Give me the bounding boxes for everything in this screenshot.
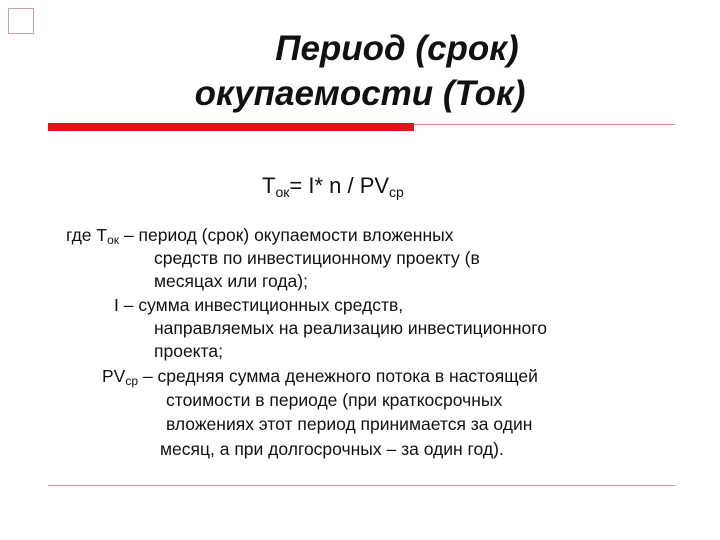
def-i-line-3: проекта; [154,341,223,361]
def-tok-dash: – [123,225,134,245]
def-intro: где [66,225,92,245]
slide-title [0,26,720,116]
formula-t-subscript: ок [275,184,290,200]
def-tok-line-2: средств по инвестиционному проекту (в [154,248,480,268]
def-i-symbol: I [114,295,119,315]
def-pv-line-2: стоимости в периоде (при краткосрочных [166,390,503,410]
bottom-rule [48,485,675,486]
title-accent-bar [48,123,414,131]
def-pv-line-4: месяц, а при долгосрочных – за один год). [160,439,504,459]
formula-pv-subscript: ср [389,184,404,200]
def-i-line-1 [114,294,403,317]
def-tok-text-1: период (срок) окупаемости вложенных [138,225,454,245]
title-line-2: окупаемости (Ток) [194,74,526,113]
def-i-text-1: сумма инвестиционных средств, [138,295,404,315]
def-tok-symbol: Т [96,225,108,245]
title-line-1: Период (срок) [275,29,519,68]
def-pv-dash: – [142,366,153,386]
def-tok-line-3: месяцах или года); [154,271,308,291]
def-i-line-2: направляемых на реализацию инвестиционного [154,318,547,338]
formula-rhs: = I* n / PV [289,173,390,198]
def-pv-subscript: ср [125,374,139,388]
payback-formula [262,171,404,207]
def-pv-symbol: PV [102,366,126,386]
def-tok-subscript: ок [107,233,120,247]
def-i-dash: – [123,295,134,315]
def-pv-text-1: средняя сумма денежного потока в настоящей [157,366,538,386]
def-pv-line-3: вложениях этот период принимается за один [166,414,533,434]
formula-t-symbol: Т [262,173,276,198]
